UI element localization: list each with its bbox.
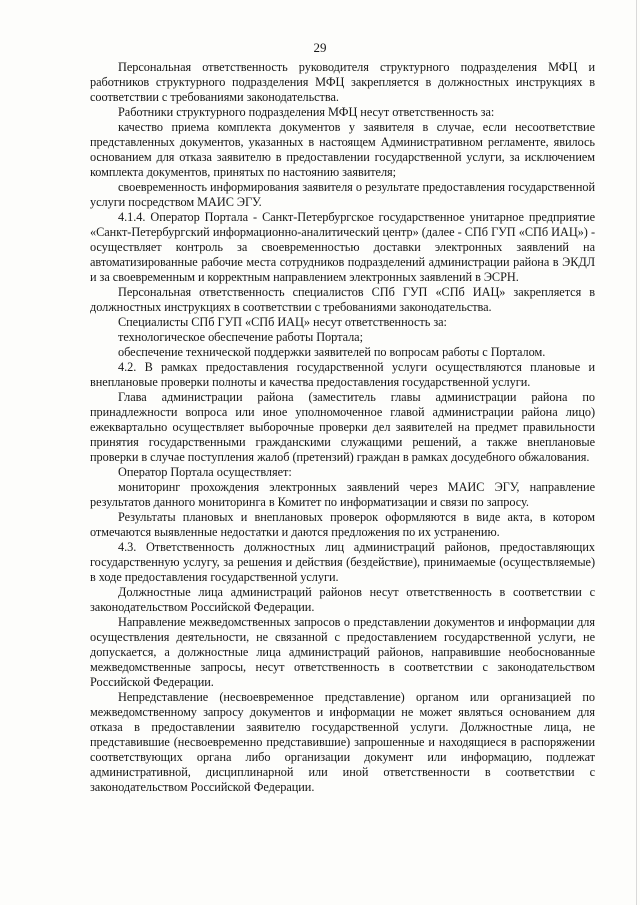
paragraph-officials-liability: Должностные лица администраций районов несут ответственность в соответствии с законодательством Российской Федерации. [90,585,595,614]
paragraph-iac-specialists-intro: Специалисты СПб ГУП «СПб ИАЦ» несут ответственность за: [118,315,447,329]
paragraph-iac-responsibility: Персональная ответственность специалистов СПб ГУП «СПб ИАЦ» закрепляется в должностных инструкциях в соответствии с требованиями законодательства. [90,285,595,314]
page-body [90,60,595,795]
paragraph-mfc-workers-intro: Работники структурного подразделения МФЦ несут ответственность за: [118,105,495,119]
paragraph-user-support: обеспечение технической поддержки заявителей по вопросам работы с Порталом. [118,345,546,359]
paragraph-operator-performs: Оператор Портала осуществляет: [118,465,292,479]
paragraph-4-3-officials-responsibility: 4.3. Ответственность должностных лиц администраций районов, предоставляющих государственную услугу, за решения и действия (бездействие), принимаемые (осуществляемые) в ходе предоставления государственной услуги. [90,540,595,584]
paragraph-monitoring: мониторинг прохождения электронных заявлений через МАИС ЭГУ, направление результатов данного мониторинга в Комитет по информатизации и связи по запросу. [90,480,595,509]
page-number: 29 [313,40,327,55]
paragraph-mfc-responsibility: Персональная ответственность руководителя структурного подразделения МФЦ и работников структурного подразделения МФЦ закрепляется в должностных инструкциях в соответствии с требованиями законодательства. [90,60,595,104]
paragraph-head-of-administration: Глава администрации района (заместитель главы администрации района по принадлежности вопроса или иное уполномоченное главой администрации района лицо) ежеквартально осуществляет выборочные проверки дел заявителей на предмет правильности принятия государственными гражданскими служащими решений, а также внеплановые проверки в случае поступления жалоб (претензий) граждан в рамках досудебного обжалования. [90,390,595,464]
paragraph-timely-informing: своевременность информирования заявителя о результате предоставления государственной услуги посредством МАИС ЭГУ. [90,180,595,209]
paragraph-portal-tech-support: технологическое обеспечение работы Портала; [118,330,363,344]
paragraph-inspection-results: Результаты плановых и внеплановых проверок оформляются в виде акта, в котором отмечаются выявленные недостатки и даются предложения по их устранению. [90,510,595,539]
paragraph-interagency-requests: Направление межведомственных запросов о представлении документов и информации для осуществления деятельности, не связанной с предоставлением государственной услуги, не допускается, а должностные лица администраций районов, направившие необоснованные межведомственные запросы, несут ответственность в соответствии с законодательством Российской Федерации. [90,615,595,689]
paragraph-4-1-4-portal-operator: 4.1.4. Оператор Портала - Санкт-Петербургское государственное унитарное предприятие «Санкт-Петербургский информационно-аналитический центр» (далее - СПб ГУП «СПб ИАЦ») - осуществляет контроль за своевременностью доставки электронных заявлений на автоматизированные рабочие места сотрудников подразделений администрации района в ЭКДЛ и за своевременным и корректным направлением электронных заявлений в ЭСРН. [90,210,595,284]
paragraph-non-submission: Непредставление (несвоевременное представление) органом или организацией по межведомственному запросу документов и информации не может являться основанием для отказа в предоставлении заявителю государственной услуги. Должностные лица, не представившие (несвоевременно представившие) запрошенные и находящиеся в распоряжении соответствующих органа либо организации документ или информацию, подлежат административной, дисциплинарной или иной ответственности в соответствии с законодательством Российской Федерации. [90,690,595,794]
paragraph-document-quality: качество приема комплекта документов у заявителя в случае, если несоответствие представленных документов, указанных в настоящем Административном регламенте, явилось основанием для отказа заявителю в предоставлении государственной услуги, за исключением комплекта документов, принятых по настоянию заявителя; [90,120,595,179]
paragraph-4-2-inspections: 4.2. В рамках предоставления государственной услуги осуществляются плановые и внеплановые проверки полноты и качества предоставления государственной услуги. [90,360,595,389]
